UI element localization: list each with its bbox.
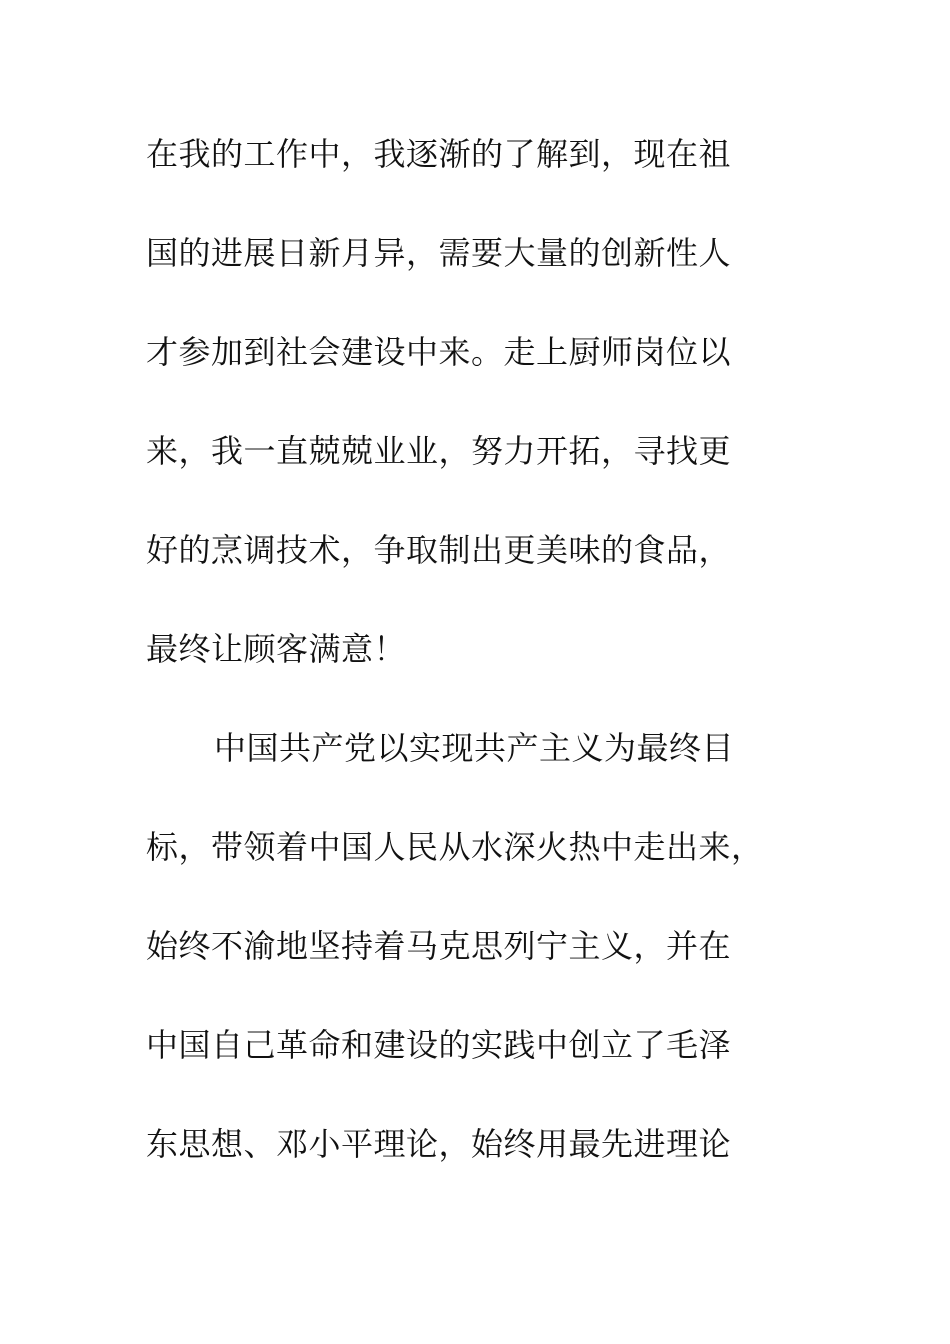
paragraph-1-line-5: 好的烹调技术，争取制出更美味的食品， [146, 531, 732, 569]
paragraph-2-line-1: 中国共产党以实现共产主义为最终目 [214, 729, 735, 767]
paragraph-2-line-2: 标，带领着中国人民从水深火热中走出来， [146, 828, 764, 866]
paragraph-2-line-4: 中国自己革命和建设的实践中创立了毛泽 [146, 1026, 732, 1064]
paragraph-1-line-6: 最终让顾客满意！ [146, 630, 407, 668]
paragraph-2-line-5: 东思想、邓小平理论，始终用最先进理论 [146, 1125, 732, 1163]
paragraph-1-line-1: 在我的工作中，我逐渐的了解到，现在祖 [146, 135, 732, 173]
paragraph-1-line-3: 才参加到社会建设中来。走上厨师岗位以 [146, 333, 732, 371]
paragraph-2-line-3: 始终不渝地坚持着马克思列宁主义，并在 [146, 927, 732, 965]
paragraph-1-line-2: 国的进展日新月异，需要大量的创新性人 [146, 234, 732, 272]
paragraph-1-line-4: 来，我一直兢兢业业，努力开拓，寻找更 [146, 432, 732, 470]
